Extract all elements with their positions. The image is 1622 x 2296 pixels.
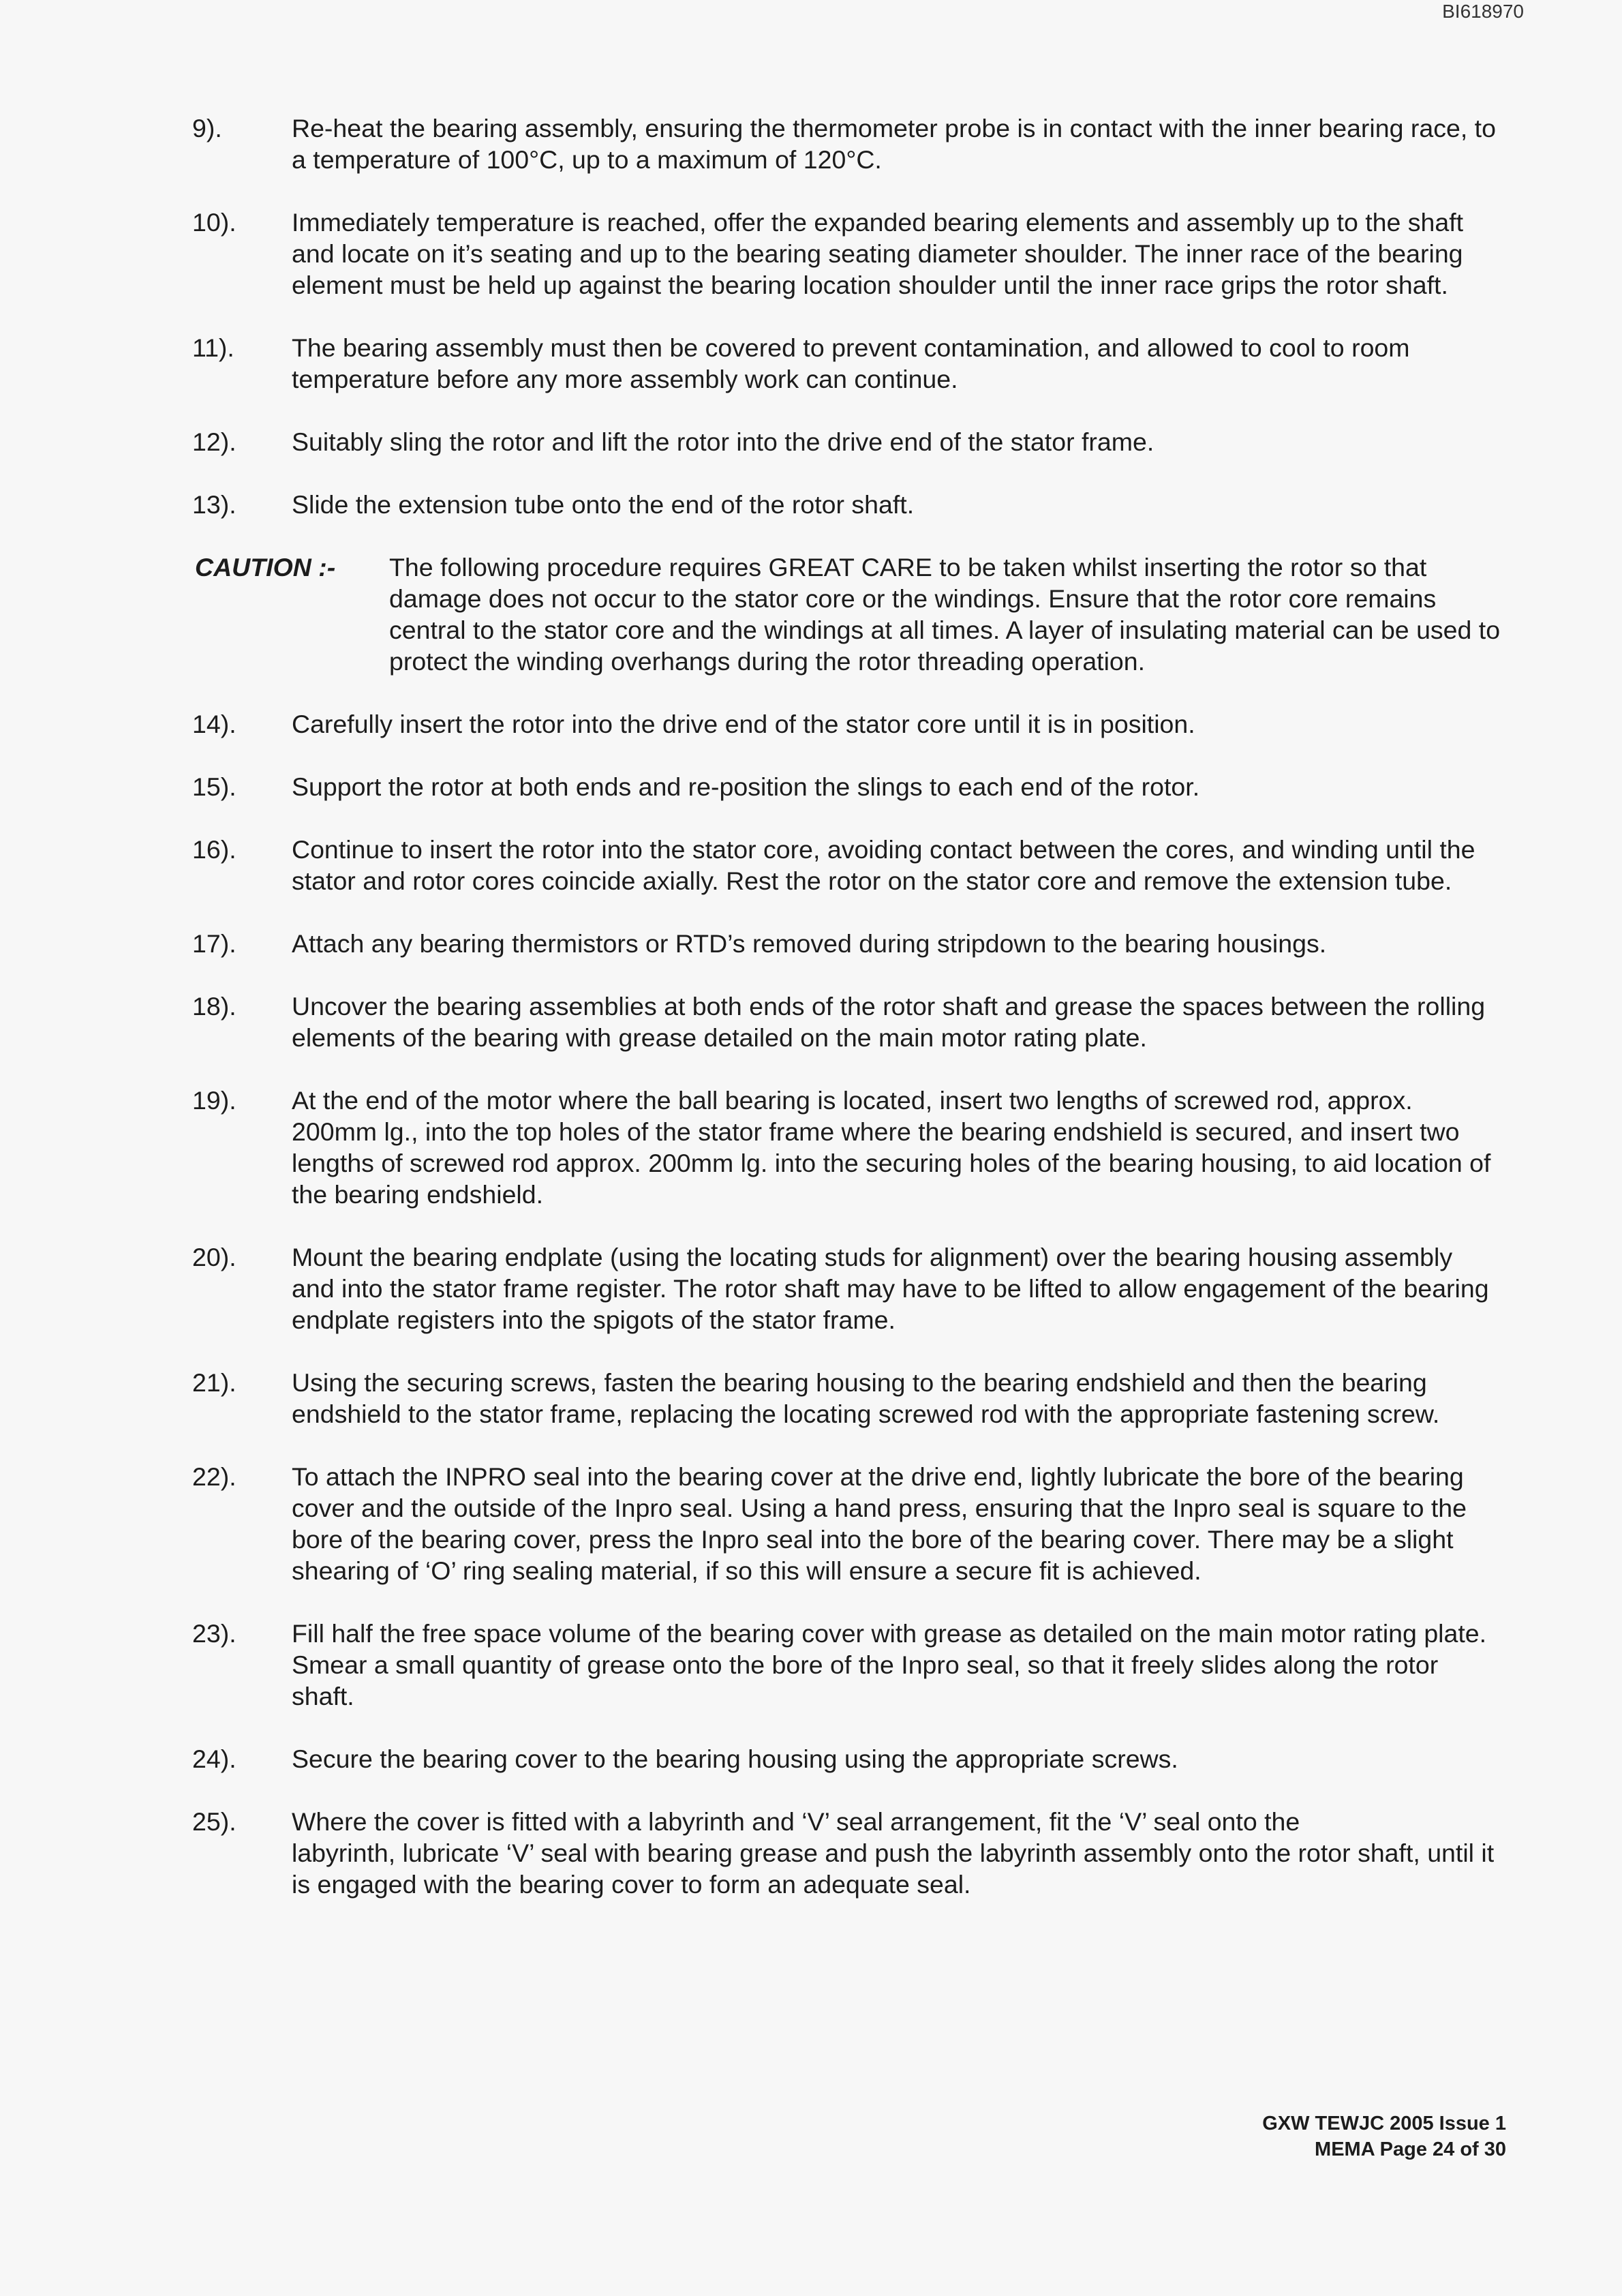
step-text: Fill half the free space volume of the bearing cover with grease as detailed on the main motor rating plate. Smear a small quantity of grease onto the bore of the Inpro seal, so that it freely slides along the rotor shaft. bbox=[292, 1619, 1487, 1710]
procedure-steps-before-caution bbox=[192, 112, 1501, 520]
step-number: 18). bbox=[192, 992, 236, 1021]
step-text: Continue to insert the rotor into the stator core, avoiding contact between the cores, and winding until the stator and rotor cores coincide axially. Rest the rotor on the stator core and remove the extension tube. bbox=[292, 835, 1475, 895]
step-text: To attach the INPRO seal into the bearing cover at the drive end, lightly lubricate the bore of the bearing cover and the outside of the Inpro seal. Using a hand press, ensuring that the Inpro seal is square to the bore of the bearing cover, press the Inpro seal into the bore of the bearing cover. There may be a slight shearing of ‘O’ ring sealing material, if so this will ensure a secure fit is achieved. bbox=[292, 1462, 1467, 1585]
procedure-step bbox=[192, 1367, 1501, 1430]
footer-document-issue: GXW TEWJC 2005 Issue 1 bbox=[1262, 2113, 1506, 2134]
step-text: The bearing assembly must then be covered to prevent contamination, and allowed to cool to room temperature before any more assembly work can continue. bbox=[292, 333, 1410, 393]
step-number: 12). bbox=[192, 427, 236, 456]
procedure-step bbox=[192, 771, 1501, 802]
step-number: 13). bbox=[192, 490, 236, 519]
procedure-step bbox=[192, 708, 1501, 740]
step-number: 22). bbox=[192, 1462, 236, 1491]
caution-text: The following procedure requires GREAT CARE to be taken whilst inserting the rotor so that damage does not occur to the stator core or the windings. Ensure that the rotor core remains central to the stator core and the windings at all times. A layer of insulating material can be used to protect the winding overhangs during the rotor threading operation. bbox=[389, 553, 1501, 676]
step-number: 15). bbox=[192, 772, 236, 801]
procedure-step bbox=[192, 207, 1501, 301]
procedure-step bbox=[192, 1241, 1501, 1335]
procedure-step bbox=[192, 1618, 1501, 1712]
footer-page-number: MEMA Page 24 of 30 bbox=[1315, 2139, 1506, 2160]
step-number: 17). bbox=[192, 929, 236, 958]
procedure-step bbox=[192, 112, 1501, 175]
step-number: 25). bbox=[192, 1807, 236, 1836]
procedure-step bbox=[192, 1743, 1501, 1774]
step-text: Mount the bearing endplate (using the locating studs for alignment) over the bearing housing assembly and into the stator frame register. The rotor shaft may have to be lifted to allow engagement of the bearing endplate registers into the spigots of the stator frame. bbox=[292, 1243, 1489, 1334]
step-number: 21). bbox=[192, 1368, 236, 1397]
step-number: 16). bbox=[192, 835, 236, 864]
procedure-step bbox=[192, 928, 1501, 959]
step-number: 10). bbox=[192, 208, 236, 237]
procedure-step bbox=[192, 1085, 1501, 1210]
step-text: Attach any bearing thermistors or RTD’s removed during stripdown to the bearing housings. bbox=[292, 929, 1327, 958]
procedure-step bbox=[192, 426, 1501, 457]
step-number: 9). bbox=[192, 114, 222, 142]
procedure-steps-after-caution bbox=[192, 708, 1501, 1900]
step-text: Using the securing screws, fasten the bearing housing to the bearing endshield and then the bearing endshield to the stator frame, replacing the locating screwed rod with the appropriate fastening screw. bbox=[292, 1368, 1440, 1428]
caution-label: CAUTION :- bbox=[195, 553, 336, 581]
document-reference: BI618970 bbox=[1442, 1, 1524, 22]
step-text: Uncover the bearing assemblies at both ends of the rotor shaft and grease the spaces between the rolling elements of the bearing with grease detailed on the main motor rating plate. bbox=[292, 992, 1486, 1052]
step-number: 19). bbox=[192, 1086, 236, 1115]
step-text: Slide the extension tube onto the end of the rotor shaft. bbox=[292, 490, 915, 519]
step-number: 23). bbox=[192, 1619, 236, 1648]
step-number: 11). bbox=[192, 333, 234, 362]
step-number: 24). bbox=[192, 1744, 236, 1773]
procedure-step bbox=[192, 1461, 1501, 1586]
procedure-step bbox=[192, 834, 1501, 896]
step-text: Carefully insert the rotor into the drive end of the stator core until it is in position. bbox=[292, 710, 1195, 738]
procedure-content bbox=[192, 112, 1501, 1931]
procedure-step bbox=[192, 1806, 1501, 1900]
step-text: Where the cover is fitted with a labyrinth and ‘V’ seal arrangement, fit the ‘V’ seal onto the labyrinth, lubricate ‘V’ seal with bearing grease and push the labyrinth assembly onto the rotor shaft, until it is engaged with the bearing cover to form an adequate seal. bbox=[292, 1807, 1495, 1899]
procedure-step bbox=[192, 332, 1501, 395]
step-number: 14). bbox=[192, 710, 236, 738]
step-text: At the end of the motor where the ball bearing is located, insert two lengths of screwed rod, approx. 200mm lg., into the top holes of the stator frame where the bearing endshield is secured, and insert two lengths of screwed rod approx. 200mm lg. into the securing holes of the bearing housing, to aid location of the bearing endshield. bbox=[292, 1086, 1491, 1209]
procedure-step bbox=[192, 489, 1501, 520]
step-text: Secure the bearing cover to the bearing housing using the appropriate screws. bbox=[292, 1744, 1178, 1773]
step-text: Re-heat the bearing assembly, ensuring the thermometer probe is in contact with the inner bearing race, to a temperature of 100°C, up to a maximum of 120°C. bbox=[292, 114, 1496, 174]
page-footer bbox=[1262, 2111, 1506, 2162]
step-number: 20). bbox=[192, 1243, 236, 1271]
step-text: Support the rotor at both ends and re-position the slings to each end of the rotor. bbox=[292, 772, 1200, 801]
procedure-step bbox=[192, 991, 1501, 1053]
step-text: Suitably sling the rotor and lift the rotor into the drive end of the stator frame. bbox=[292, 427, 1154, 456]
step-text: Immediately temperature is reached, offer the expanded bearing elements and assembly up to the shaft and locate on it’s seating and up to the bearing seating diameter shoulder. The inner race of the bearing element must be held up against the bearing location shoulder until the inner race grips the rotor shaft. bbox=[292, 208, 1464, 299]
caution-block bbox=[192, 552, 1501, 677]
